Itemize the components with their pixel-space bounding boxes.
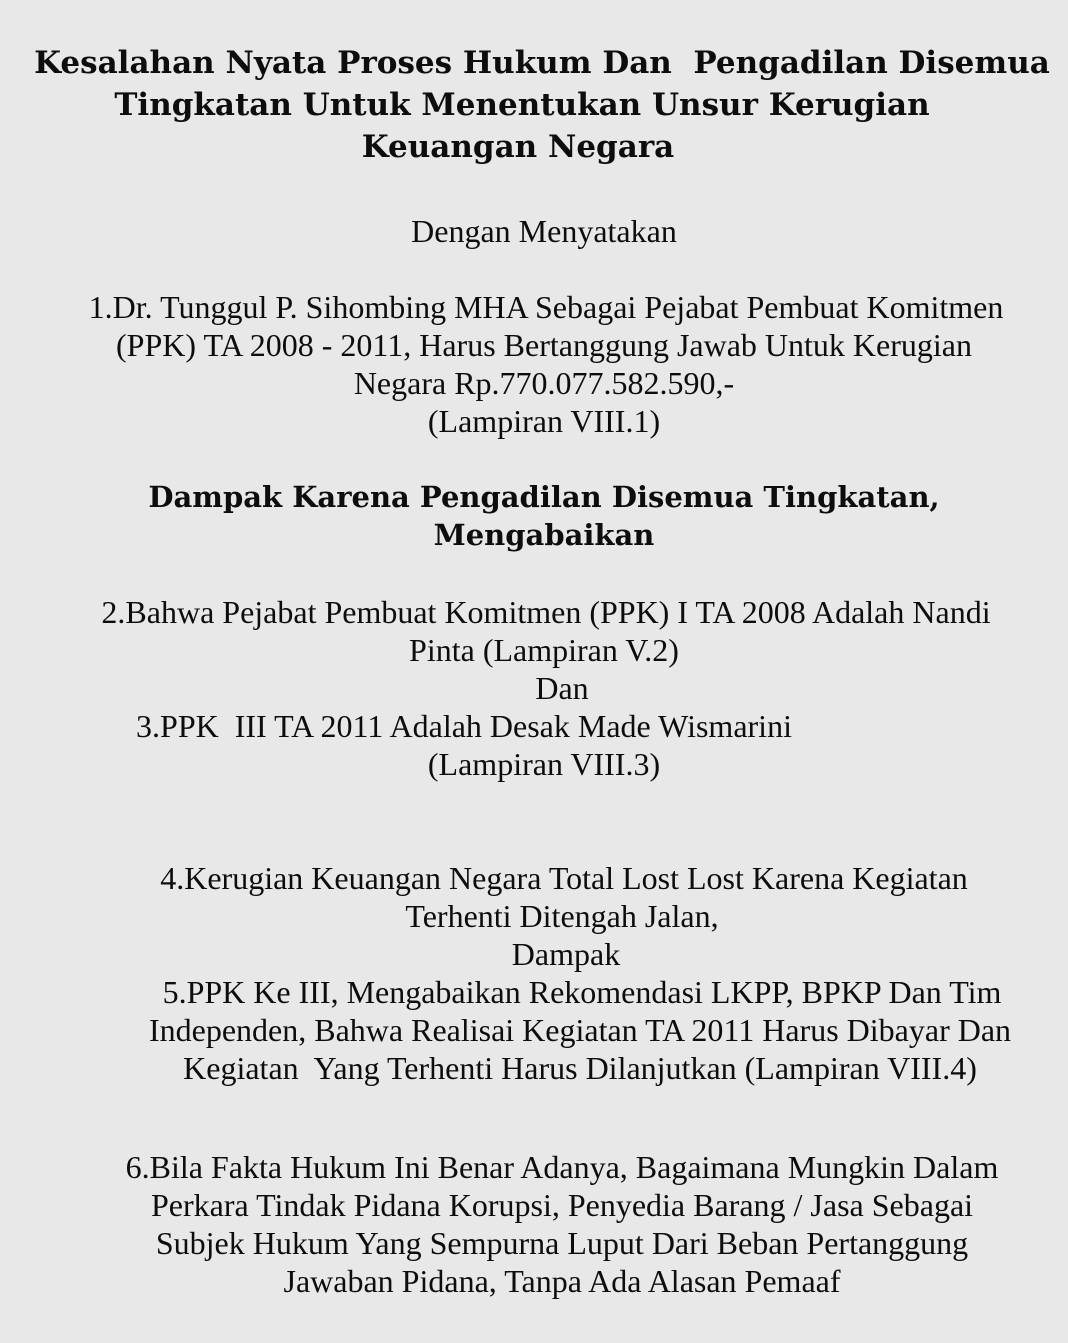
point5-line-1: 5.PPK Ke III, Mengabaikan Rekomendasi LKPP, BPKP Dan Tim [162, 974, 1002, 1010]
point4-line-2: Terhenti Ditengah Jalan, [405, 898, 719, 934]
point4-line-3: Dampak [511, 936, 621, 972]
impact-line-2: Mengabaikan [433, 518, 655, 552]
point1-line-1: 1.Dr. Tunggul P. Sihombing MHA Sebagai Pejabat Pembuat Komitmen [88, 289, 1004, 325]
title-line-1: Kesalahan Nyata Proses Hukum Dan Pengadilan Disemua [34, 45, 1050, 81]
point6-line-3: Subjek Hukum Yang Sempurna Luput Dari Beban Pertanggung [155, 1225, 969, 1261]
impact-line-1: Dampak Karena Pengadilan Disemua Tingkatan, [148, 480, 940, 514]
point1-line-3: Negara Rp.770.077.582.590,- [353, 365, 735, 401]
point1-line-4: (Lampiran VIII.1) [427, 403, 661, 439]
point4-line-1: 4.Kerugian Keuangan Negara Total Lost Lost Karena Kegiatan [160, 860, 968, 896]
point2-line-1: 2.Bahwa Pejabat Pembuat Komitmen (PPK) I TA 2008 Adalah Nandi [101, 594, 991, 630]
title-line-3: Keuangan Negara [361, 129, 675, 165]
point6-line-1: 6.Bila Fakta Hukum Ini Benar Adanya, Bagaimana Mungkin Dalam [125, 1149, 999, 1185]
point5-line-2: Independen, Bahwa Realisai Kegiatan TA 2011 Harus Dibayar Dan [148, 1012, 1012, 1048]
intro-text: Dengan Menyatakan [411, 213, 677, 249]
point2-line-3: Dan [535, 670, 589, 706]
title-line-2: Tingkatan Untuk Menentukan Unsur Kerugian [114, 87, 930, 123]
point6-line-4: Jawaban Pidana, Tanpa Ada Alasan Pemaaf [283, 1263, 841, 1299]
point3-line-2: (Lampiran VIII.3) [427, 746, 661, 782]
point3-line-1: 3.PPK III TA 2011 Adalah Desak Made Wismarini [136, 708, 792, 744]
point5-line-3: Kegiatan Yang Terhenti Harus Dilanjutkan (Lampiran VIII.4) [183, 1050, 977, 1086]
point2-line-2: Pinta (Lampiran V.2) [409, 632, 679, 668]
point6-line-2: Perkara Tindak Pidana Korupsi, Penyedia Barang / Jasa Sebagai [150, 1187, 974, 1223]
point1-line-2: (PPK) TA 2008 - 2011, Harus Bertanggung Jawab Untuk Kerugian [116, 327, 972, 363]
